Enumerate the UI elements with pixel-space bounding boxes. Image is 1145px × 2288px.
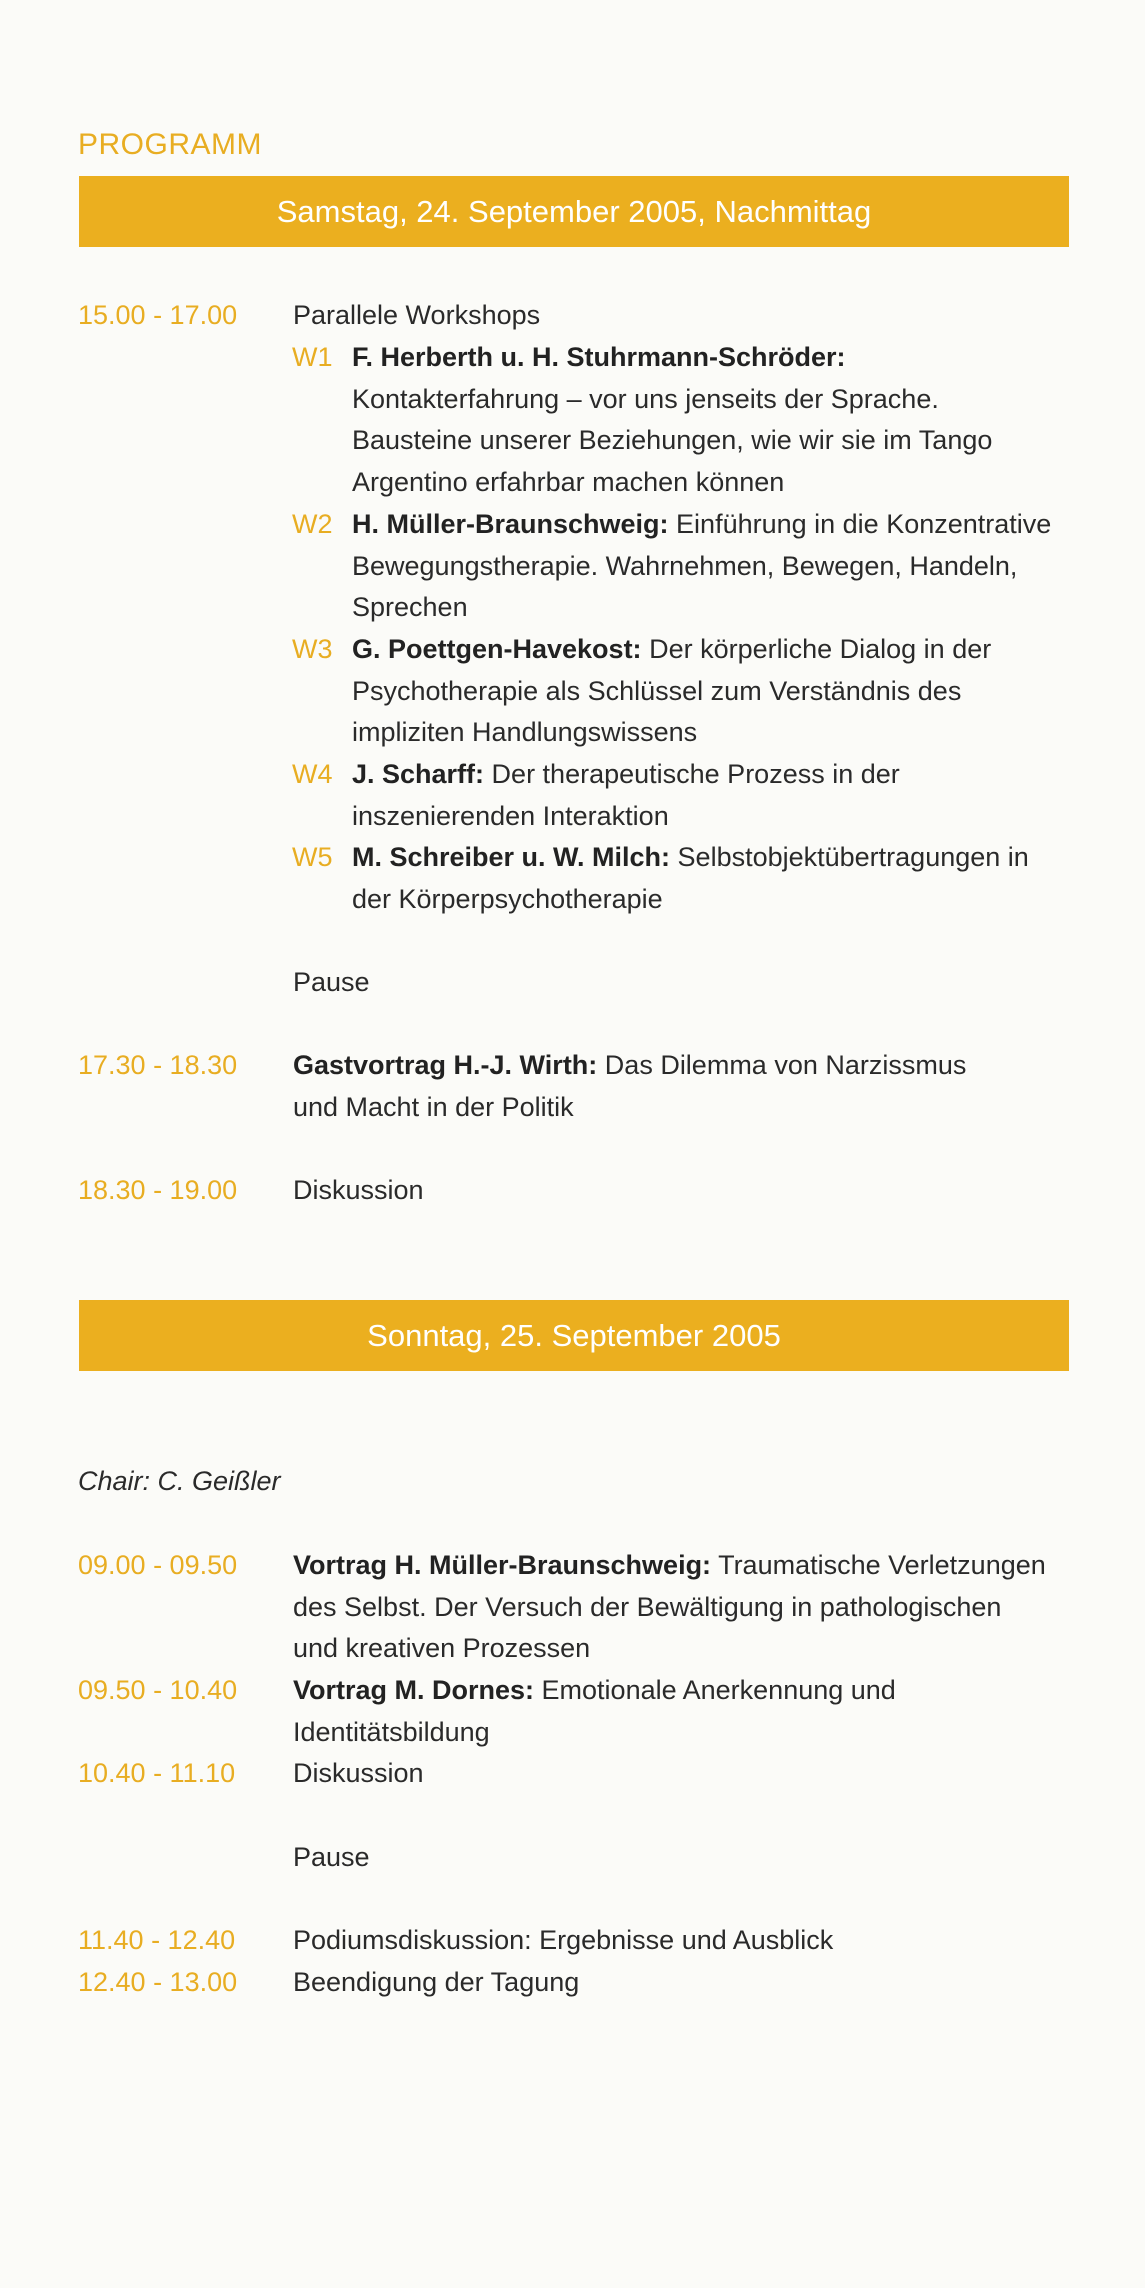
talk-entry — [293, 1045, 1093, 1128]
workshop-speakers: H. Müller-Braunschweig: — [352, 509, 669, 539]
workshop-code: W4 — [292, 759, 333, 789]
workshop-text: der Körperpsychotherapie — [352, 883, 663, 914]
workshop-code: W3 — [292, 634, 333, 664]
talk-text: Traumatische Verletzungen — [711, 1550, 1046, 1580]
talk-entry — [293, 1670, 1113, 1753]
talk-speaker: Vortrag M. Dornes: — [293, 1675, 535, 1705]
workshop-text: impliziten Handlungswissens — [352, 717, 698, 748]
slot-title: Diskussion — [293, 1175, 424, 1205]
workshop-code: W1 — [292, 342, 333, 372]
workshop-text: inszenierenden Interaktion — [352, 800, 669, 831]
workshop-entry — [352, 337, 1112, 503]
workshop-text: Bausteine unserer Beziehungen, wie wir sie im Tango — [352, 425, 993, 456]
time-slot: 09.50 - 10.40 — [78, 1675, 238, 1705]
workshop-entry — [352, 837, 1112, 920]
time-slot: 11.40 - 12.40 — [78, 1925, 236, 1955]
slot-title: Podiumsdiskussion: Ergebnisse und Ausblick — [293, 1925, 834, 1955]
program-heading: PROGRAMM — [78, 128, 262, 161]
time-slot: 15.00 - 17.00 — [78, 300, 238, 330]
workshop-text: Einführung in die Konzentrative — [668, 509, 1052, 539]
workshop-speakers: F. Herberth u. H. Stuhrmann-Schröder: — [352, 342, 846, 372]
time-slot: 09.00 - 09.50 — [78, 1550, 238, 1580]
workshop-entry — [352, 504, 1132, 629]
talk-speaker: Vortrag H. Müller-Braunschweig: — [293, 1550, 712, 1580]
time-slot: 17.30 - 18.30 — [78, 1050, 238, 1080]
chair-label: Chair: C. Geißler — [78, 1466, 281, 1496]
workshop-text: Bewegungstherapie. Wahrnehmen, Bewegen, Handeln, — [352, 550, 1018, 581]
workshop-text: Psychotherapie als Schlüssel zum Verständnis des — [352, 675, 962, 706]
workshop-text: Selbstobjektübertragungen in — [670, 842, 1029, 872]
workshop-speakers: M. Schreiber u. W. Milch: — [352, 842, 671, 872]
talk-text: und Macht in der Politik — [293, 1091, 574, 1122]
workshop-text: Der körperliche Dialog in der — [641, 634, 992, 664]
slot-title: Beendigung der Tagung — [293, 1967, 580, 1997]
time-slot: 10.40 - 11.10 — [78, 1758, 236, 1788]
pause-label: Pause — [293, 1842, 370, 1872]
workshop-code: W5 — [292, 842, 333, 872]
workshop-entry — [352, 629, 1112, 754]
talk-entry — [293, 1545, 1113, 1670]
workshop-code: W2 — [292, 509, 333, 539]
workshop-text: Der therapeutische Prozess in der — [484, 759, 900, 789]
talk-text: des Selbst. Der Versuch der Bewältigung in pathologischen — [293, 1591, 1002, 1622]
time-slot: 18.30 - 19.00 — [78, 1175, 238, 1205]
workshop-entry — [352, 754, 1112, 837]
pause-label: Pause — [293, 967, 370, 997]
workshop-text: Sprechen — [352, 592, 468, 623]
workshop-text: Kontakterfahrung – vor uns jenseits der Sprache. — [352, 383, 939, 414]
talk-speaker: Gastvortrag H.-J. Wirth: — [293, 1050, 598, 1080]
talk-text: Das Dilemma von Narzissmus — [597, 1050, 967, 1080]
time-slot: 12.40 - 13.00 — [78, 1967, 238, 1997]
day1-banner: Samstag, 24. September 2005, Nachmittag — [79, 176, 1069, 247]
talk-text: und kreativen Prozessen — [293, 1633, 591, 1664]
workshop-text: Argentino erfahrbar machen können — [352, 466, 785, 497]
slot-title: Diskussion — [293, 1758, 424, 1788]
talk-text: Identitätsbildung — [293, 1716, 490, 1747]
talk-text: Emotionale Anerkennung und — [534, 1675, 896, 1705]
workshop-speakers: G. Poettgen-Havekost: — [352, 634, 642, 664]
slot-title: Parallele Workshops — [293, 300, 541, 330]
day2-banner: Sonntag, 25. September 2005 — [79, 1300, 1069, 1371]
workshop-speakers: J. Scharff: — [352, 759, 485, 789]
